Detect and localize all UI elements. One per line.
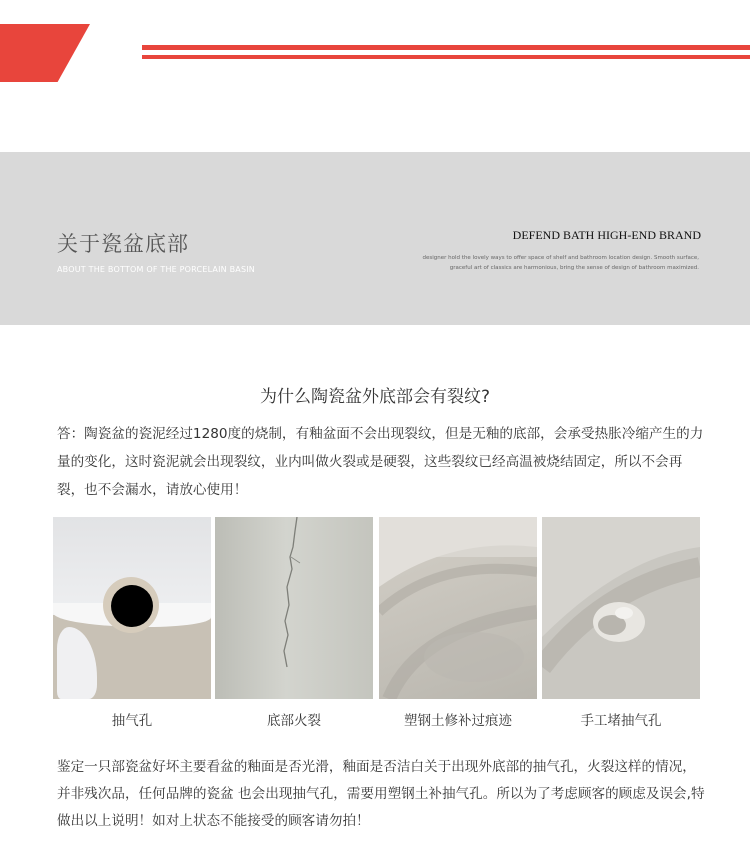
photo-caption: 抽气孔 (111, 713, 153, 729)
photo-caption: 塑钢土修补过痕迹 (404, 713, 512, 729)
footer-note: 鉴定一只部瓷盆好坏主要看盆的釉面是否光滑，釉面是否洁白关于出现外底部的抽气孔，火裂这样的情况，并非残次品，任何品牌的瓷盆 也会出现抽气孔，需要用塑钢土补抽气孔。所以为了考虑顾客的顾虑及误会,特做出以上说明！如对上状态不能接受的顾客请勿拍！ (57, 759, 705, 829)
answer-text: 答：陶瓷盆的瓷泥经过1280度的烧制，有釉盆面不会出现裂纹，但是无釉的底部，会承受热胀冷缩产生的力量的变化，这时瓷泥就会出现裂纹，业内叫做火裂或是硬裂，这些裂纹已经高温被烧结固定，所以不会再裂，也不会漏水，请放心使用！ (57, 426, 704, 498)
brand-name: DEFEND BATH HIGH-END BRAND (512, 228, 701, 242)
photo-plugged-hole (542, 517, 700, 699)
question-title: 为什么陶瓷盆外底部会有裂纹? (259, 387, 491, 407)
header-rule-bottom (142, 55, 750, 59)
header-rule-top (142, 45, 750, 50)
photo-caption: 底部火裂 (267, 713, 321, 729)
brand-description (379, 253, 699, 273)
brand-description-line: graceful art of classics are harmonious, bring the sense of design of bathroom maximized. (449, 265, 699, 271)
photo-bottom-crack (215, 517, 373, 699)
brand-description-line: designer hold the lovely ways to offer space of shelf and bathroom location design. Smooth surface, (422, 255, 699, 261)
section-banner (0, 152, 750, 325)
banner-subtitle: ABOUT THE BOTTOM OF THE PORCELAIN BASIN (57, 265, 255, 274)
corner-accent-shape (0, 24, 90, 82)
photo-putty-repair (379, 517, 537, 699)
photo-caption: 手工堵抽气孔 (580, 713, 662, 729)
photo-air-hole (53, 517, 211, 699)
banner-title: 关于瓷盆底部 (57, 232, 189, 256)
